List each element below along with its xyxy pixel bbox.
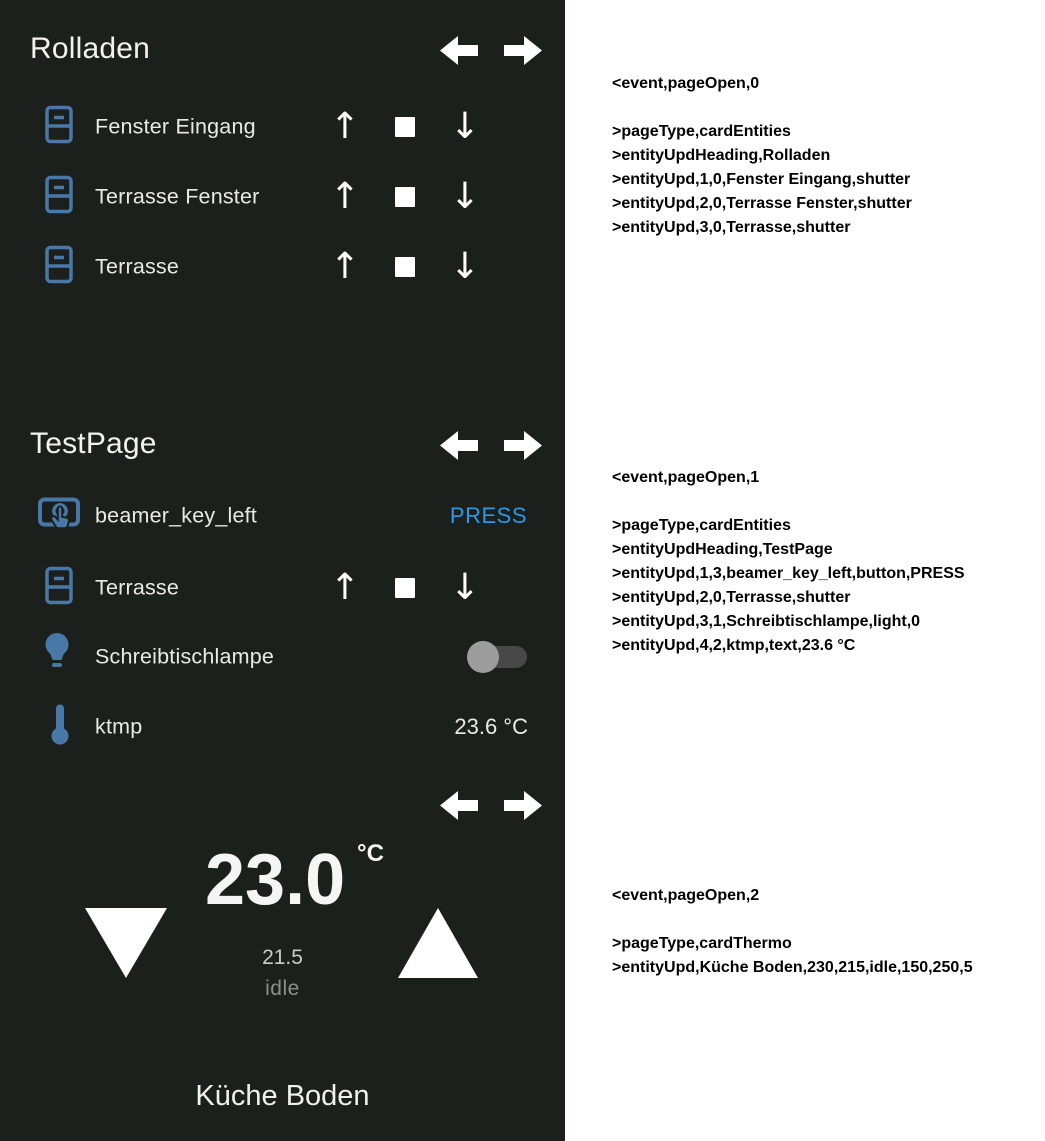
shutter-stop-button[interactable] [395, 257, 415, 277]
protocol-line [612, 96, 1042, 120]
entity-label: beamer_key_left [95, 503, 257, 528]
protocol-line: <event,pageOpen,1 [612, 469, 760, 486]
nav-prev-button[interactable] [440, 430, 478, 461]
protocol-line: <event,pageOpen,0 [612, 75, 760, 92]
entity-label: Terrasse [95, 254, 180, 279]
nav-prev-button[interactable] [440, 790, 478, 821]
shutter-down-button[interactable]: ↓ [449, 246, 481, 287]
protocol-line: >pageType,cardEntities [612, 123, 791, 140]
shutter-up-button[interactable]: ↑ [329, 246, 361, 287]
thermostat-state: idle [265, 977, 300, 1000]
shutter-stop-button[interactable] [395, 117, 415, 137]
protocol-line: >entityUpd,1,3,beamer_key_left,button,PRESS [612, 565, 965, 582]
protocol-line: >pageType,cardThermo [612, 935, 792, 952]
entity-label: ktmp [95, 714, 143, 739]
protocol-line: >entityUpdHeading,Rolladen [612, 147, 831, 164]
shutter-down-button[interactable]: ↓ [449, 176, 481, 217]
protocol-line: >entityUpd,1,0,Fenster Eingang,shutter [612, 171, 911, 188]
protocol-line: >entityUpd,2,0,Terrasse Fenster,shutter [612, 195, 912, 212]
protocol-line: >entityUpdHeading,TestPage [612, 541, 833, 558]
gesture-tap-button-icon [38, 494, 80, 539]
nav-next-button[interactable] [504, 790, 542, 821]
shutter-up-button[interactable]: ↑ [329, 106, 361, 147]
arrow-left-icon [440, 448, 478, 465]
nav-next-button[interactable] [504, 430, 542, 461]
protocol-line: >entityUpd,3,0,Terrasse,shutter [612, 219, 851, 236]
protocol-line: >entityUpd,2,0,Terrasse,shutter [612, 589, 851, 606]
window-shutter-icon [44, 105, 74, 150]
temp-unit: °C [357, 840, 384, 867]
card-rolladen-title: Rolladen [30, 32, 151, 65]
entity-label: Terrasse [95, 575, 180, 600]
protocol-block-2 [612, 466, 1042, 658]
press-button[interactable]: PRESS [449, 503, 527, 528]
lightbulb-icon [42, 632, 72, 683]
protocol-line: <event,pageOpen,2 [612, 887, 760, 904]
window-shutter-icon [44, 245, 74, 290]
shutter-stop-button[interactable] [395, 187, 415, 207]
entity-row [0, 492, 565, 540]
shutter-up-button[interactable]: ↑ [329, 176, 361, 217]
nav-next-button[interactable] [504, 35, 542, 66]
arrow-left-icon [440, 808, 478, 825]
protocol-line: >entityUpd,Küche Boden,230,215,idle,150,250,5 [612, 959, 973, 976]
entity-row [0, 103, 565, 151]
window-shutter-icon [44, 175, 74, 220]
thermo-title: Küche Boden [195, 1080, 370, 1112]
entity-label: Terrasse Fenster [95, 184, 260, 209]
shutter-down-button[interactable]: ↓ [449, 567, 481, 608]
window-shutter-icon [44, 566, 74, 611]
arrow-right-icon [504, 448, 542, 465]
protocol-line: >pageType,cardEntities [612, 517, 791, 534]
thermometer-icon [50, 704, 70, 751]
protocol-line [612, 490, 1042, 514]
protocol-block-1 [612, 72, 1042, 240]
setpoint-temp: 21.5 [262, 946, 303, 969]
arrow-left-icon [440, 53, 478, 70]
shutter-stop-button[interactable] [395, 578, 415, 598]
protocol-line: >entityUpd,3,1,Schreibtischlampe,light,0 [612, 613, 921, 630]
card-testpage-title: TestPage [30, 427, 157, 460]
toggle-knob-icon [467, 641, 499, 673]
entity-row [0, 703, 565, 751]
entity-value: 23.6 °C [454, 714, 528, 739]
entity-row [0, 243, 565, 291]
protocol-line: >entityUpd,4,2,ktmp,text,23.6 °C [612, 637, 856, 654]
entity-label: Schreibtischlampe [95, 644, 275, 669]
protocol-block-3 [612, 884, 1042, 980]
entity-row [0, 564, 565, 612]
arrow-right-icon [504, 53, 542, 70]
light-toggle[interactable] [469, 646, 527, 668]
protocol-line [612, 908, 1042, 932]
entity-row [0, 633, 565, 681]
shutter-up-button[interactable]: ↑ [329, 567, 361, 608]
arrow-right-icon [504, 808, 542, 825]
entity-label: Fenster Eingang [95, 114, 256, 139]
entity-row [0, 173, 565, 221]
current-temp: 23.0 [205, 840, 346, 920]
shutter-down-button[interactable]: ↓ [449, 106, 481, 147]
nav-prev-button[interactable] [440, 35, 478, 66]
